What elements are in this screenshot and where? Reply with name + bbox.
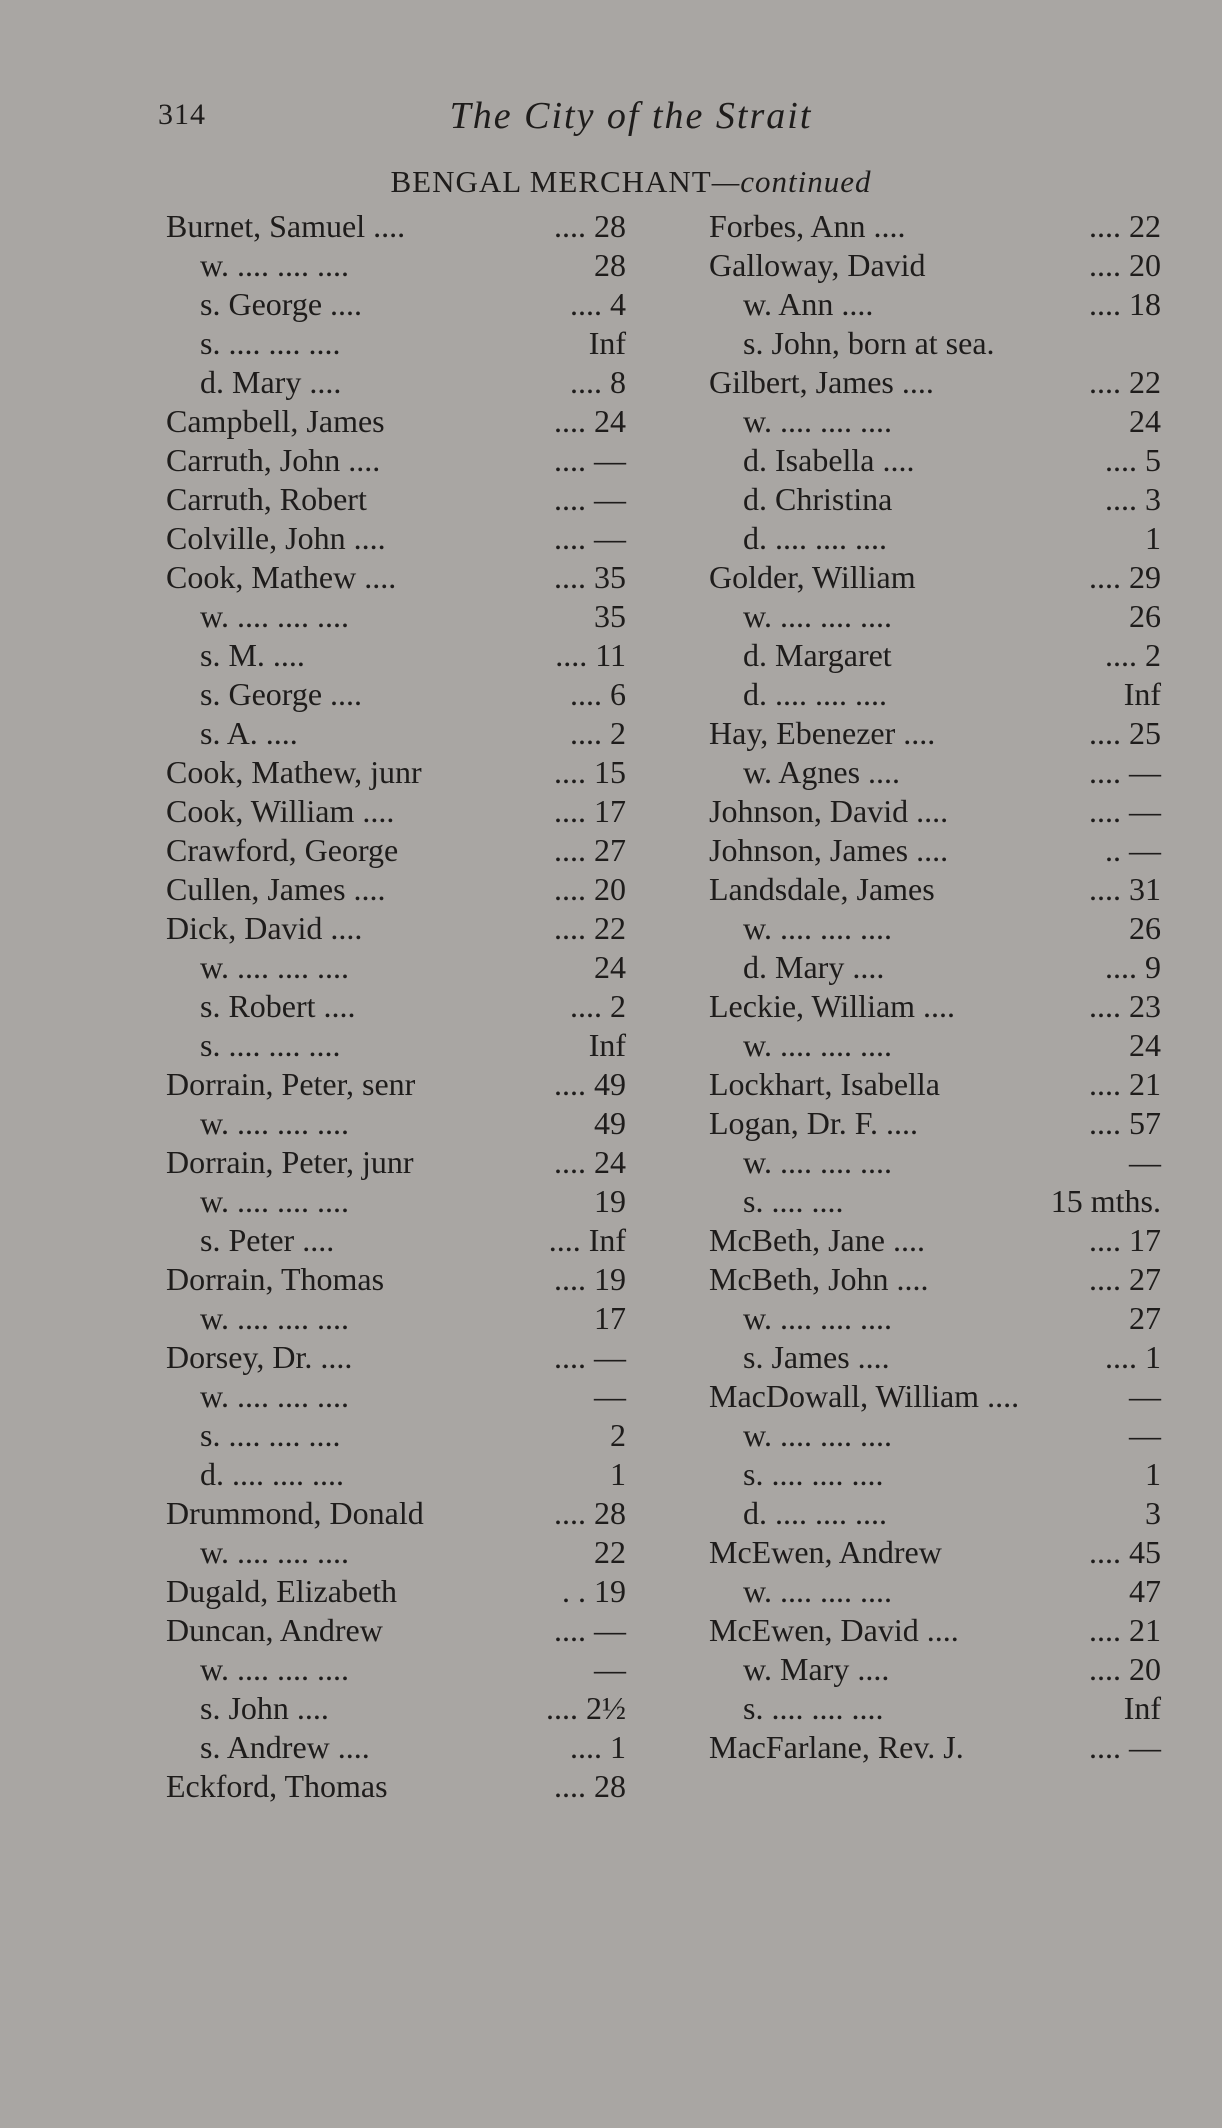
passenger-age: .... — [1089,754,1161,790]
passenger-age: 47 [1129,1573,1161,1609]
left-column [166,207,626,1806]
passenger-row [709,831,1161,870]
passenger-row [709,1728,1161,1767]
passenger-age: — [1129,1378,1161,1414]
passenger-row [709,1611,1161,1650]
passenger-age: .... 1 [570,1729,626,1765]
passenger-age: .... 3 [1105,481,1161,517]
passenger-age: .... 11 [555,637,626,673]
passenger-name: d. .... .... .... [743,676,887,712]
passenger-name: s. .... .... .... [200,1417,341,1453]
passenger-row [166,441,626,480]
passenger-row [166,558,626,597]
passenger-row [166,1494,626,1533]
passenger-age: — [1129,1144,1161,1180]
passenger-name: Drummond, Donald [166,1495,424,1531]
passenger-row [709,207,1161,246]
passenger-age: Inf [1123,676,1161,712]
passenger-age: — [594,1651,626,1687]
family-member-row [166,1416,626,1455]
passenger-age: — [1129,1417,1161,1453]
section-heading-main: BENGAL MERCHANT [390,164,712,199]
passenger-name: w. .... .... .... [200,1651,350,1687]
section-heading [0,164,1222,200]
passenger-name: d. .... .... .... [200,1456,344,1492]
passenger-name: s. Robert .... [200,988,356,1024]
right-column [709,207,1161,1767]
passenger-name: Crawford, George [166,832,399,868]
passenger-name: Campbell, James [166,403,385,439]
passenger-name: Eckford, Thomas [166,1768,388,1804]
family-member-row [166,1182,626,1221]
passenger-name: w. .... .... .... [200,1183,350,1219]
passenger-row [166,207,626,246]
family-member-row [709,636,1161,675]
passenger-row [709,792,1161,831]
passenger-age: .... 22 [1089,364,1161,400]
passenger-name: d. Christina [743,481,893,517]
passenger-age: .... 2½ [546,1690,626,1726]
passenger-age: .... 20 [554,871,626,907]
passenger-row [166,1611,626,1650]
passenger-age: .... 8 [570,364,626,400]
family-member-row [166,1728,626,1767]
passenger-name: s. John, born at sea. [743,325,995,361]
passenger-row [709,1221,1161,1260]
passenger-name: Johnson, David .... [709,793,949,829]
passenger-age: .... 17 [1089,1222,1161,1258]
passenger-age: 1 [1145,520,1161,556]
passenger-age: .... 2 [1105,637,1161,673]
family-member-row [166,246,626,285]
family-member-row [709,1338,1161,1377]
passenger-row [709,1533,1161,1572]
family-member-row [166,1299,626,1338]
passenger-row [709,1260,1161,1299]
passenger-name: Golder, William [709,559,916,595]
family-member-row [709,1026,1161,1065]
passenger-age: .... 21 [1089,1066,1161,1102]
family-member-row [709,480,1161,519]
passenger-age: .... — [1089,1729,1161,1765]
family-member-row [166,636,626,675]
family-member-row [709,1299,1161,1338]
passenger-age: 24 [1129,1027,1161,1063]
family-member-row [166,1104,626,1143]
passenger-age: .... 1 [1105,1339,1161,1375]
passenger-row [166,1338,626,1377]
passenger-age: .... 2 [570,988,626,1024]
passenger-name: Gilbert, James .... [709,364,934,400]
passenger-name: Carruth, Robert [166,481,367,517]
passenger-name: s. George .... [200,286,363,322]
family-member-row [166,285,626,324]
passenger-row [166,1572,626,1611]
passenger-age: .... — [554,1339,626,1375]
passenger-age: 24 [1129,403,1161,439]
passenger-age: .... 22 [554,910,626,946]
passenger-name: MacFarlane, Rev. J. [709,1729,964,1765]
passenger-age: 49 [594,1105,626,1141]
family-member-row [709,597,1161,636]
passenger-age: .... 57 [1089,1105,1161,1141]
passenger-name: s. .... .... .... [743,1456,884,1492]
passenger-name: s. John .... [200,1690,329,1726]
family-member-row [166,1377,626,1416]
passenger-age: .. — [1105,832,1161,868]
family-member-row [709,1572,1161,1611]
passenger-name: d. Isabella .... [743,442,915,478]
passenger-name: McBeth, John .... [709,1261,929,1297]
passenger-row [709,558,1161,597]
running-title: The City of the Strait [449,95,813,137]
family-member-row [166,324,626,363]
passenger-row [166,753,626,792]
family-member-row [166,1026,626,1065]
passenger-age: .... 35 [554,559,626,595]
family-member-row [709,1494,1161,1533]
passenger-age: Inf [588,1027,626,1063]
family-member-row [709,324,1161,363]
passenger-name: Logan, Dr. F. .... [709,1105,918,1141]
passenger-age: .... 18 [1089,286,1161,322]
family-member-row [709,675,1161,714]
passenger-name: s. .... .... [743,1183,844,1219]
passenger-name: s. Andrew .... [200,1729,370,1765]
passenger-name: w. .... .... .... [200,1105,350,1141]
passenger-age: .... 27 [1089,1261,1161,1297]
passenger-age: — [594,1378,626,1414]
passenger-name: w. .... .... .... [200,247,350,283]
passenger-age: 24 [594,949,626,985]
passenger-age: .... 23 [1089,988,1161,1024]
family-member-row [709,1455,1161,1494]
passenger-name: d. Mary .... [743,949,885,985]
passenger-row [709,870,1161,909]
family-member-row [166,1455,626,1494]
passenger-row [166,792,626,831]
passenger-row [709,363,1161,402]
passenger-name: McBeth, Jane .... [709,1222,925,1258]
passenger-age: 26 [1129,910,1161,946]
family-member-row [166,597,626,636]
family-member-row [166,675,626,714]
passenger-name: s. A. .... [200,715,298,751]
passenger-name: Lockhart, Isabella [709,1066,940,1102]
passenger-name: McEwen, David .... [709,1612,959,1648]
passenger-name: d. Margaret [743,637,892,673]
family-member-row [709,441,1161,480]
passenger-age: .... — [554,481,626,517]
passenger-name: w. .... .... .... [743,1144,893,1180]
passenger-name: Colville, John .... [166,520,386,556]
passenger-name: Hay, Ebenezer .... [709,715,936,751]
passenger-age: .... 17 [554,793,626,829]
family-member-row [166,987,626,1026]
family-member-row [709,948,1161,987]
passenger-age: .... 28 [554,1495,626,1531]
passenger-name: w. .... .... .... [200,1300,350,1336]
passenger-name: w. Ann .... [743,286,874,322]
family-member-row [709,909,1161,948]
section-heading-continued: —continued [711,164,872,199]
passenger-name: w. .... .... .... [743,1300,893,1336]
passenger-age: .... 15 [554,754,626,790]
passenger-name: s. James .... [743,1339,890,1375]
passenger-row [166,1065,626,1104]
passenger-age: .... 21 [1089,1612,1161,1648]
passenger-name: Duncan, Andrew [166,1612,383,1648]
passenger-name: Burnet, Samuel .... [166,208,406,244]
family-member-row [166,714,626,753]
passenger-row [709,987,1161,1026]
passenger-name: w. .... .... .... [743,1573,893,1609]
family-member-row [709,1143,1161,1182]
passenger-name: d. .... .... .... [743,520,887,556]
passenger-row [166,831,626,870]
passenger-age: . . 19 [562,1573,626,1609]
family-member-row [166,1221,626,1260]
passenger-age: .... 27 [554,832,626,868]
passenger-name: w. Agnes .... [743,754,901,790]
family-member-row [709,1416,1161,1455]
family-member-row [709,1650,1161,1689]
passenger-name: w. .... .... .... [743,910,893,946]
passenger-row [166,480,626,519]
passenger-name: w. .... .... .... [200,1378,350,1414]
family-member-row [166,1533,626,1572]
passenger-age: 2 [610,1417,626,1453]
passenger-age: .... — [554,1612,626,1648]
page-number: 314 [158,98,206,131]
passenger-age: .... Inf [548,1222,626,1258]
passenger-name: Dick, David .... [166,910,363,946]
passenger-name: s. M. .... [200,637,305,673]
passenger-age: Inf [1123,1690,1161,1726]
passenger-name: Galloway, David [709,247,926,283]
passenger-row [166,1767,626,1806]
passenger-name: Cook, William .... [166,793,395,829]
passenger-row [166,870,626,909]
passenger-name: w. .... .... .... [743,403,893,439]
passenger-name: w. .... .... .... [743,598,893,634]
passenger-name: d. .... .... .... [743,1495,887,1531]
passenger-name: s. George .... [200,676,363,712]
passenger-name: d. Mary .... [200,364,342,400]
passenger-name: Leckie, William .... [709,988,956,1024]
passenger-age: .... 20 [1089,247,1161,283]
passenger-age: .... — [554,520,626,556]
passenger-age: .... — [1089,793,1161,829]
passenger-age: 19 [594,1183,626,1219]
passenger-name: w. .... .... .... [200,598,350,634]
passenger-name: McEwen, Andrew [709,1534,942,1570]
family-member-row [166,948,626,987]
family-member-row [166,1650,626,1689]
passenger-name: Carruth, John .... [166,442,381,478]
passenger-name: Johnson, James .... [709,832,949,868]
family-member-row [166,1689,626,1728]
passenger-age: 1 [610,1456,626,1492]
passenger-name: s. Peter .... [200,1222,335,1258]
passenger-row [166,519,626,558]
passenger-age: .... 5 [1105,442,1161,478]
passenger-row [709,1377,1161,1416]
passenger-name: w. .... .... .... [743,1027,893,1063]
family-member-row [709,519,1161,558]
passenger-age: .... — [554,442,626,478]
passenger-age: .... 19 [554,1261,626,1297]
passenger-row [709,1104,1161,1143]
passenger-age: .... 31 [1089,871,1161,907]
passenger-row [166,402,626,441]
passenger-name: Cullen, James .... [166,871,386,907]
passenger-age: .... 28 [554,208,626,244]
passenger-age: .... 9 [1105,949,1161,985]
passenger-name: w. .... .... .... [200,1534,350,1570]
passenger-age: 3 [1145,1495,1161,1531]
passenger-name: Dorrain, Peter, junr [166,1144,414,1180]
passenger-name: Forbes, Ann .... [709,208,906,244]
passenger-age: .... 6 [570,676,626,712]
passenger-age: .... 4 [570,286,626,322]
passenger-name: Landsdale, James [709,871,935,907]
passenger-age: 27 [1129,1300,1161,1336]
passenger-age: .... 29 [1089,559,1161,595]
passenger-name: Dorsey, Dr. .... [166,1339,353,1375]
family-member-row [709,402,1161,441]
passenger-name: w. .... .... .... [743,1417,893,1453]
family-member-row [709,285,1161,324]
passenger-name: Dugald, Elizabeth [166,1573,398,1609]
passenger-age: .... 2 [570,715,626,751]
passenger-age: .... 24 [554,403,626,439]
passenger-age: .... 45 [1089,1534,1161,1570]
passenger-name: s. .... .... .... [200,1027,341,1063]
passenger-age: .... 49 [554,1066,626,1102]
passenger-row [709,714,1161,753]
passenger-name: w. Mary .... [743,1651,890,1687]
passenger-name: s. .... .... .... [743,1690,884,1726]
passenger-age: .... 28 [554,1768,626,1804]
passenger-name: MacDowall, William .... [709,1378,1020,1414]
passenger-age: 22 [594,1534,626,1570]
passenger-name: Dorrain, Peter, senr [166,1066,416,1102]
family-member-row [709,1689,1161,1728]
passenger-age: 28 [594,247,626,283]
passenger-age: Inf [588,325,626,361]
passenger-row [709,246,1161,285]
passenger-age: .... 22 [1089,208,1161,244]
passenger-name: Dorrain, Thomas [166,1261,385,1297]
passenger-age: .... 25 [1089,715,1161,751]
passenger-age: .... 20 [1089,1651,1161,1687]
passenger-age: 26 [1129,598,1161,634]
family-member-row [709,753,1161,792]
passenger-row [709,1065,1161,1104]
passenger-name: Cook, Mathew .... [166,559,397,595]
passenger-row [166,1260,626,1299]
passenger-name: s. .... .... .... [200,325,341,361]
passenger-row [166,1143,626,1182]
family-member-row [166,363,626,402]
passenger-age: 35 [594,598,626,634]
passenger-row [166,909,626,948]
passenger-name: Cook, Mathew, junr [166,754,422,790]
family-member-row [709,1182,1161,1221]
passenger-age: .... 24 [554,1144,626,1180]
passenger-name: w. .... .... .... [200,949,350,985]
passenger-age: 15 mths. [1050,1183,1161,1219]
passenger-age: 17 [594,1300,626,1336]
passenger-age: 1 [1145,1456,1161,1492]
